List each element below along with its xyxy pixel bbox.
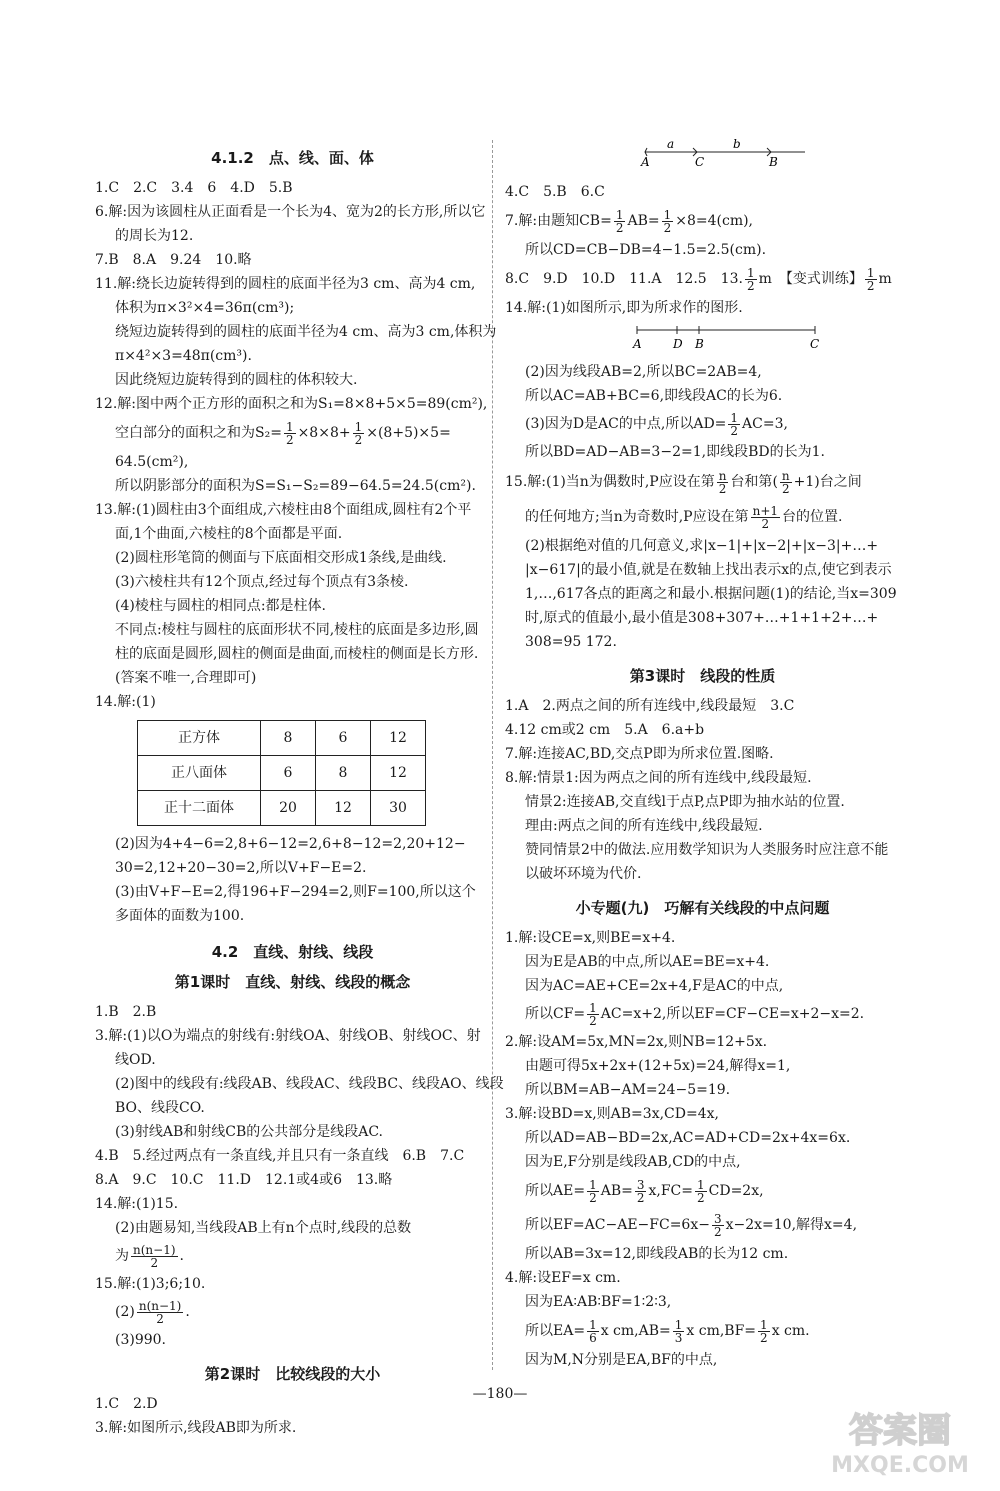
- point-A: A: [633, 337, 642, 351]
- answer-line: 1.C 2.C 3.4 6 4.D 5.B: [95, 180, 293, 196]
- table-row: [138, 791, 426, 826]
- watermark-domain: MXQE.COM: [831, 1453, 969, 1478]
- answer-line: (3)因为D是AC的中点,所以AD= $\frac{1}{2}$ AC=3,: [525, 410, 788, 438]
- answer-line: 11.解:绕长边旋转得到的圆柱的底面半径为3 cm、高为4 cm,: [95, 276, 476, 292]
- answer-line: 因为E是AB的中点,所以AE=BE=x+4.: [525, 954, 770, 970]
- answer-line: 308=95 172.: [525, 634, 617, 650]
- table-row: [138, 756, 426, 791]
- table-cell: 正十二面体: [138, 791, 261, 826]
- answer-line: 1.解:设CE=x,则BE=x+4.: [505, 930, 676, 946]
- answer-line: π×4²×3=48π(cm³).: [115, 348, 252, 364]
- answer-line: (2)由题易知,当线段AB上有n个点时,线段的总数: [115, 1220, 412, 1236]
- answer-line: (2)因为线段AB=2,所以BC=2AB=4,: [525, 364, 762, 380]
- answer-line: 的周长为12.: [115, 228, 194, 244]
- answer-line: 的任何地方;当n为奇数时,P应设在第 $\frac{n+1}{2}$ 台的位置.: [525, 503, 843, 531]
- fraction: $\frac{1}{6}$: [589, 1317, 597, 1345]
- lesson-title: 第3课时 线段的性质: [629, 667, 776, 685]
- answer-line: BO、线段CO.: [115, 1100, 205, 1116]
- fraction: $\frac{1}{2}$: [615, 207, 624, 235]
- answer-line: 2.解:设AM=5x,MN=2x,则NB=12+5x.: [505, 1034, 768, 1050]
- table-cell: 正方体: [138, 721, 261, 756]
- section-title: 4.2 直线、射线、线段: [211, 943, 374, 961]
- label-a: a: [667, 137, 675, 151]
- answer-line: 以破坏环境为代价.: [525, 866, 642, 882]
- answer-line: 理由:两点之间的所有连线中,线段最短.: [525, 818, 763, 834]
- answer-line: 所以AE= $\frac{1}{2}$ AB= $\frac{3}{2}$ x,FC= $\frac{1}{2}$ CD=2x,: [525, 1177, 764, 1205]
- fraction: $\frac{3}{2}$: [636, 1177, 645, 1205]
- answer-line: 情景2:连接AB,交直线l于点P,点P即为抽水站的位置.: [525, 794, 845, 810]
- answer-line: 所以BM=AB−AM=24−5=19.: [525, 1082, 731, 1098]
- answer-line: 柱的底面是圆形,圆柱的侧面是曲面,而棱柱的侧面是长方形.: [115, 646, 479, 662]
- point-A: A: [641, 155, 650, 169]
- answer-line: 所以CD=CB−DB=4−1.5=2.5(cm).: [525, 242, 767, 258]
- answer-line: 4.B 5.经过两点有一条直线,并且只有一条直线 6.B 7.C: [95, 1148, 465, 1164]
- fraction: $\frac{1}{2}$: [697, 1177, 705, 1205]
- answer-line: 1.A 2.两点之间的所有连线中,线段最短 3.C: [505, 698, 795, 714]
- answer-line: (2)图中的线段有:线段AB、线段AC、线段BC、线段AO、线段: [115, 1076, 504, 1092]
- fraction: $\frac{n}{2}$: [781, 468, 790, 496]
- answer-line: (4)棱柱与圆柱的相同点:都是柱体.: [115, 598, 326, 614]
- answer-line: 所以AB=3x=12,即线段AB的长为12 cm.: [525, 1246, 789, 1262]
- page-number: —180—: [472, 1386, 528, 1402]
- point-B: B: [769, 155, 778, 169]
- answer-line: 线OD.: [115, 1052, 156, 1068]
- fraction: $\frac{1}{2}$: [589, 1177, 597, 1205]
- answer-line: (2)因为4+4−6=2,8+6−12=2,6+8−12=2,20+12−: [115, 836, 466, 852]
- answer-line: 所以AD=AB−BD=2x,AC=AD+CD=2x+4x=6x.: [525, 1130, 851, 1146]
- answer-line: 8.C 9.D 10.D 11.A 12.5 13. $\frac{1}{2}$ m 【变式训练】 $\frac{1}{2}$ m: [505, 265, 892, 293]
- point-D: D: [673, 337, 683, 351]
- answer-line: 所以AC=AB+BC=6,即线段AC的长为6.: [525, 388, 783, 404]
- answer-line: (2)圆柱形笔筒的侧面与下底面相交形成1条线,是曲线.: [115, 550, 447, 566]
- fraction: $\frac{1}{2}$: [285, 419, 294, 447]
- table-cell: 8: [316, 756, 371, 791]
- answer-line: 因为M,N分别是EA,BF的中点,: [525, 1352, 718, 1368]
- answer-line: 15.解:(1)当n为偶数时,P应设在第 $\frac{n}{2}$ 台和第( $\frac{n}{2}$ +1)台之间: [505, 468, 862, 496]
- answer-line: 因为AC=AE+CE=2x+4,F是AC的中点,: [525, 978, 784, 994]
- answer-line: 14.解:(1)如图所示,即为所求作的图形.: [505, 300, 743, 316]
- fraction: $\frac{n+1}{2}$: [752, 503, 779, 531]
- table-cell: 12: [371, 756, 426, 791]
- answer-line: (答案不唯一,合理即可): [115, 670, 257, 686]
- answer-line: 面,1个曲面,六棱柱的8个面都是平面.: [115, 526, 343, 542]
- answer-line: 8.A 9.C 10.C 11.D 12.1或4或6 13.略: [95, 1172, 393, 1188]
- answer-line: 所以BD=AD−AB=3−2=1,即线段BD的长为1.: [525, 444, 825, 460]
- answer-line: 7.B 8.A 9.24 10.略: [95, 252, 252, 268]
- watermark-logo: [810, 1400, 990, 1480]
- answer-line: (3)六棱柱共有12个顶点,经过每个顶点有3条棱.: [115, 574, 409, 590]
- label-b: b: [733, 137, 741, 151]
- fraction: $\frac{n(n-1)}{2}$: [133, 1242, 176, 1270]
- lesson-title: 第1课时 直线、射线、线段的概念: [174, 973, 411, 991]
- fraction: $\frac{1}{2}$: [746, 265, 755, 293]
- fraction: $\frac{1}{2}$: [663, 207, 672, 235]
- answer-line: 所以EA= $\frac{1}{6}$ x cm,AB= $\frac{1}{3}$ x cm,BF= $\frac{1}{2}$ x cm.: [525, 1317, 810, 1345]
- answer-line: (3)射线AB和射线CB的公共部分是线段AC.: [115, 1124, 384, 1140]
- answer-line: 8.解:情景1:因为两点之间的所有连线中,线段最短.: [505, 770, 812, 786]
- answer-line: 15.解:(1)3;6;10.: [95, 1276, 206, 1292]
- table-cell: 6: [316, 721, 371, 756]
- segment-figure-2: [505, 320, 900, 352]
- answer-line: 因为E,F分别是线段AB,CD的中点,: [525, 1154, 741, 1170]
- answer-line: 赞同情景2中的做法.应用数学知识为人类服务时应注意不能: [525, 842, 889, 858]
- fraction: $\frac{n}{2}$: [718, 468, 727, 496]
- answer-line: 64.5(cm²),: [115, 454, 189, 470]
- fraction: $\frac{1}{2}$: [589, 1000, 597, 1028]
- topic-title: 小专题(九) 巧解有关线段的中点问题: [575, 899, 830, 917]
- fraction: $\frac{3}{2}$: [713, 1211, 722, 1239]
- answer-line: 3.解:如图所示,线段AB即为所求.: [95, 1420, 297, 1436]
- table-cell: 30: [371, 791, 426, 826]
- watermark-text: 答案圈: [849, 1411, 951, 1451]
- fraction: $\frac{1}{3}$: [674, 1317, 683, 1345]
- table-cell: 正八面体: [138, 756, 261, 791]
- answer-line: 4.C 5.B 6.C: [505, 184, 605, 200]
- answer-line: 7.解:由题知CB= $\frac{1}{2}$ AB= $\frac{1}{2}$ ×8=4(cm),: [505, 207, 753, 235]
- answer-line: |x−617|的最小值,就是在数轴上找出表示x的点,使它到表示: [525, 562, 892, 578]
- answer-line: 1,…,617各点的距离之和最小.根据问题(1)的结论,当x=309: [525, 586, 897, 602]
- answer-line: 时,原式的值最小,最小值是308+307+…+1+1+2+…+: [525, 610, 879, 626]
- answer-line: (2) $\frac{n(n-1)}{2}$ .: [115, 1298, 190, 1326]
- table-cell: 20: [261, 791, 316, 826]
- answer-line: 1.C 2.D: [95, 1396, 158, 1412]
- lesson-title: 第2课时 比较线段的大小: [204, 1365, 381, 1383]
- answer-line: 3.解:设BD=x,则AB=3x,CD=4x,: [505, 1106, 719, 1122]
- answer-line: 多面体的面数为100.: [115, 908, 245, 924]
- answer-line: 为 $\frac{n(n-1)}{2}$ .: [115, 1242, 184, 1270]
- answer-line: 7.解:连接AC,BD,交点P即为所求位置.图略.: [505, 746, 774, 762]
- answer-line: 14.解:(1): [95, 694, 156, 710]
- answer-line: 因为EA∶AB∶BF=1∶2∶3,: [525, 1294, 672, 1310]
- answer-line: (3)990.: [115, 1332, 167, 1348]
- fraction: $\frac{1}{2}$: [354, 419, 363, 447]
- table-cell: 12: [371, 721, 426, 756]
- answer-line: 30=2,12+20−30=2,所以V+F−E=2.: [115, 860, 367, 876]
- answer-line: 4.解:设EF=x cm.: [505, 1270, 621, 1286]
- segment-figure-1: [505, 136, 900, 172]
- answer-line: 所以阴影部分的面积为S=S₁−S₂=89−64.5=24.5(cm²).: [115, 478, 476, 494]
- answer-line: 不同点:棱柱与圆柱的底面形状不同,棱柱的底面是多边形,圆: [115, 622, 479, 638]
- answer-line: 所以EF=AC−AE−FC=6x− $\frac{3}{2}$ x−2x=10,解得x=4,: [525, 1211, 858, 1239]
- table-row: [138, 721, 426, 756]
- answer-line: 由题可得5x+2x+(12+5x)=24,解得x=1,: [525, 1058, 791, 1074]
- section-title: 4.1.2 点、线、面、体: [211, 149, 374, 167]
- fraction: $\frac{1}{2}$: [760, 1317, 768, 1345]
- table-cell: 8: [261, 721, 316, 756]
- answer-line: 绕短边旋转得到的圆柱的底面半径为4 cm、高为3 cm,体积为: [115, 324, 497, 340]
- answer-line: 体积为π×3²×4=36π(cm³);: [115, 300, 295, 316]
- polyhedron-table: [137, 720, 426, 826]
- fraction: $\frac{1}{2}$: [730, 410, 739, 438]
- answer-line: (3)由V+F−E=2,得196+F−294=2,则F=100,所以这个: [115, 884, 476, 900]
- table-cell: 6: [261, 756, 316, 791]
- answer-line: 4.12 cm或2 cm 5.A 6.a+b: [505, 722, 705, 738]
- answer-line: 12.解:图中两个正方形的面积之和为S₁=8×8+5×5=89(cm²),: [95, 396, 488, 412]
- point-B: B: [695, 337, 704, 351]
- answer-line: 1.B 2.B: [95, 1004, 157, 1020]
- table-cell: 12: [316, 791, 371, 826]
- answer-line: 3.解:(1)以O为端点的射线有:射线OA、射线OB、射线OC、射: [95, 1028, 481, 1044]
- answer-line: (2)根据绝对值的几何意义,求|x−1|+|x−2|+|x−3|+…+: [525, 538, 879, 554]
- answer-line: 所以CF= $\frac{1}{2}$ AC=x+2,所以EF=CF−CE=x+2−x=2.: [525, 1000, 865, 1028]
- point-C: C: [695, 155, 705, 169]
- answer-line: 空白部分的面积之和为S₂= $\frac{1}{2}$ ×8×8+ $\frac{1}{2}$ ×(8+5)×5=: [115, 419, 451, 447]
- right-column: [505, 136, 900, 1372]
- answer-line: 14.解:(1)15.: [95, 1196, 179, 1212]
- answer-line: 6.解:因为该圆柱从正面看是一个长为4、宽为2的长方形,所以它: [95, 204, 486, 220]
- fraction: $\frac{1}{2}$: [866, 265, 875, 293]
- answer-line: 因此绕短边旋转得到的圆柱的体积较大.: [115, 372, 358, 388]
- fraction: $\frac{n(n-1)}{2}$: [138, 1298, 182, 1326]
- point-C: C: [810, 337, 820, 351]
- answer-line: 13.解:(1)圆柱由3个面组成,六棱柱由8个面组成,圆柱有2个平: [95, 502, 472, 518]
